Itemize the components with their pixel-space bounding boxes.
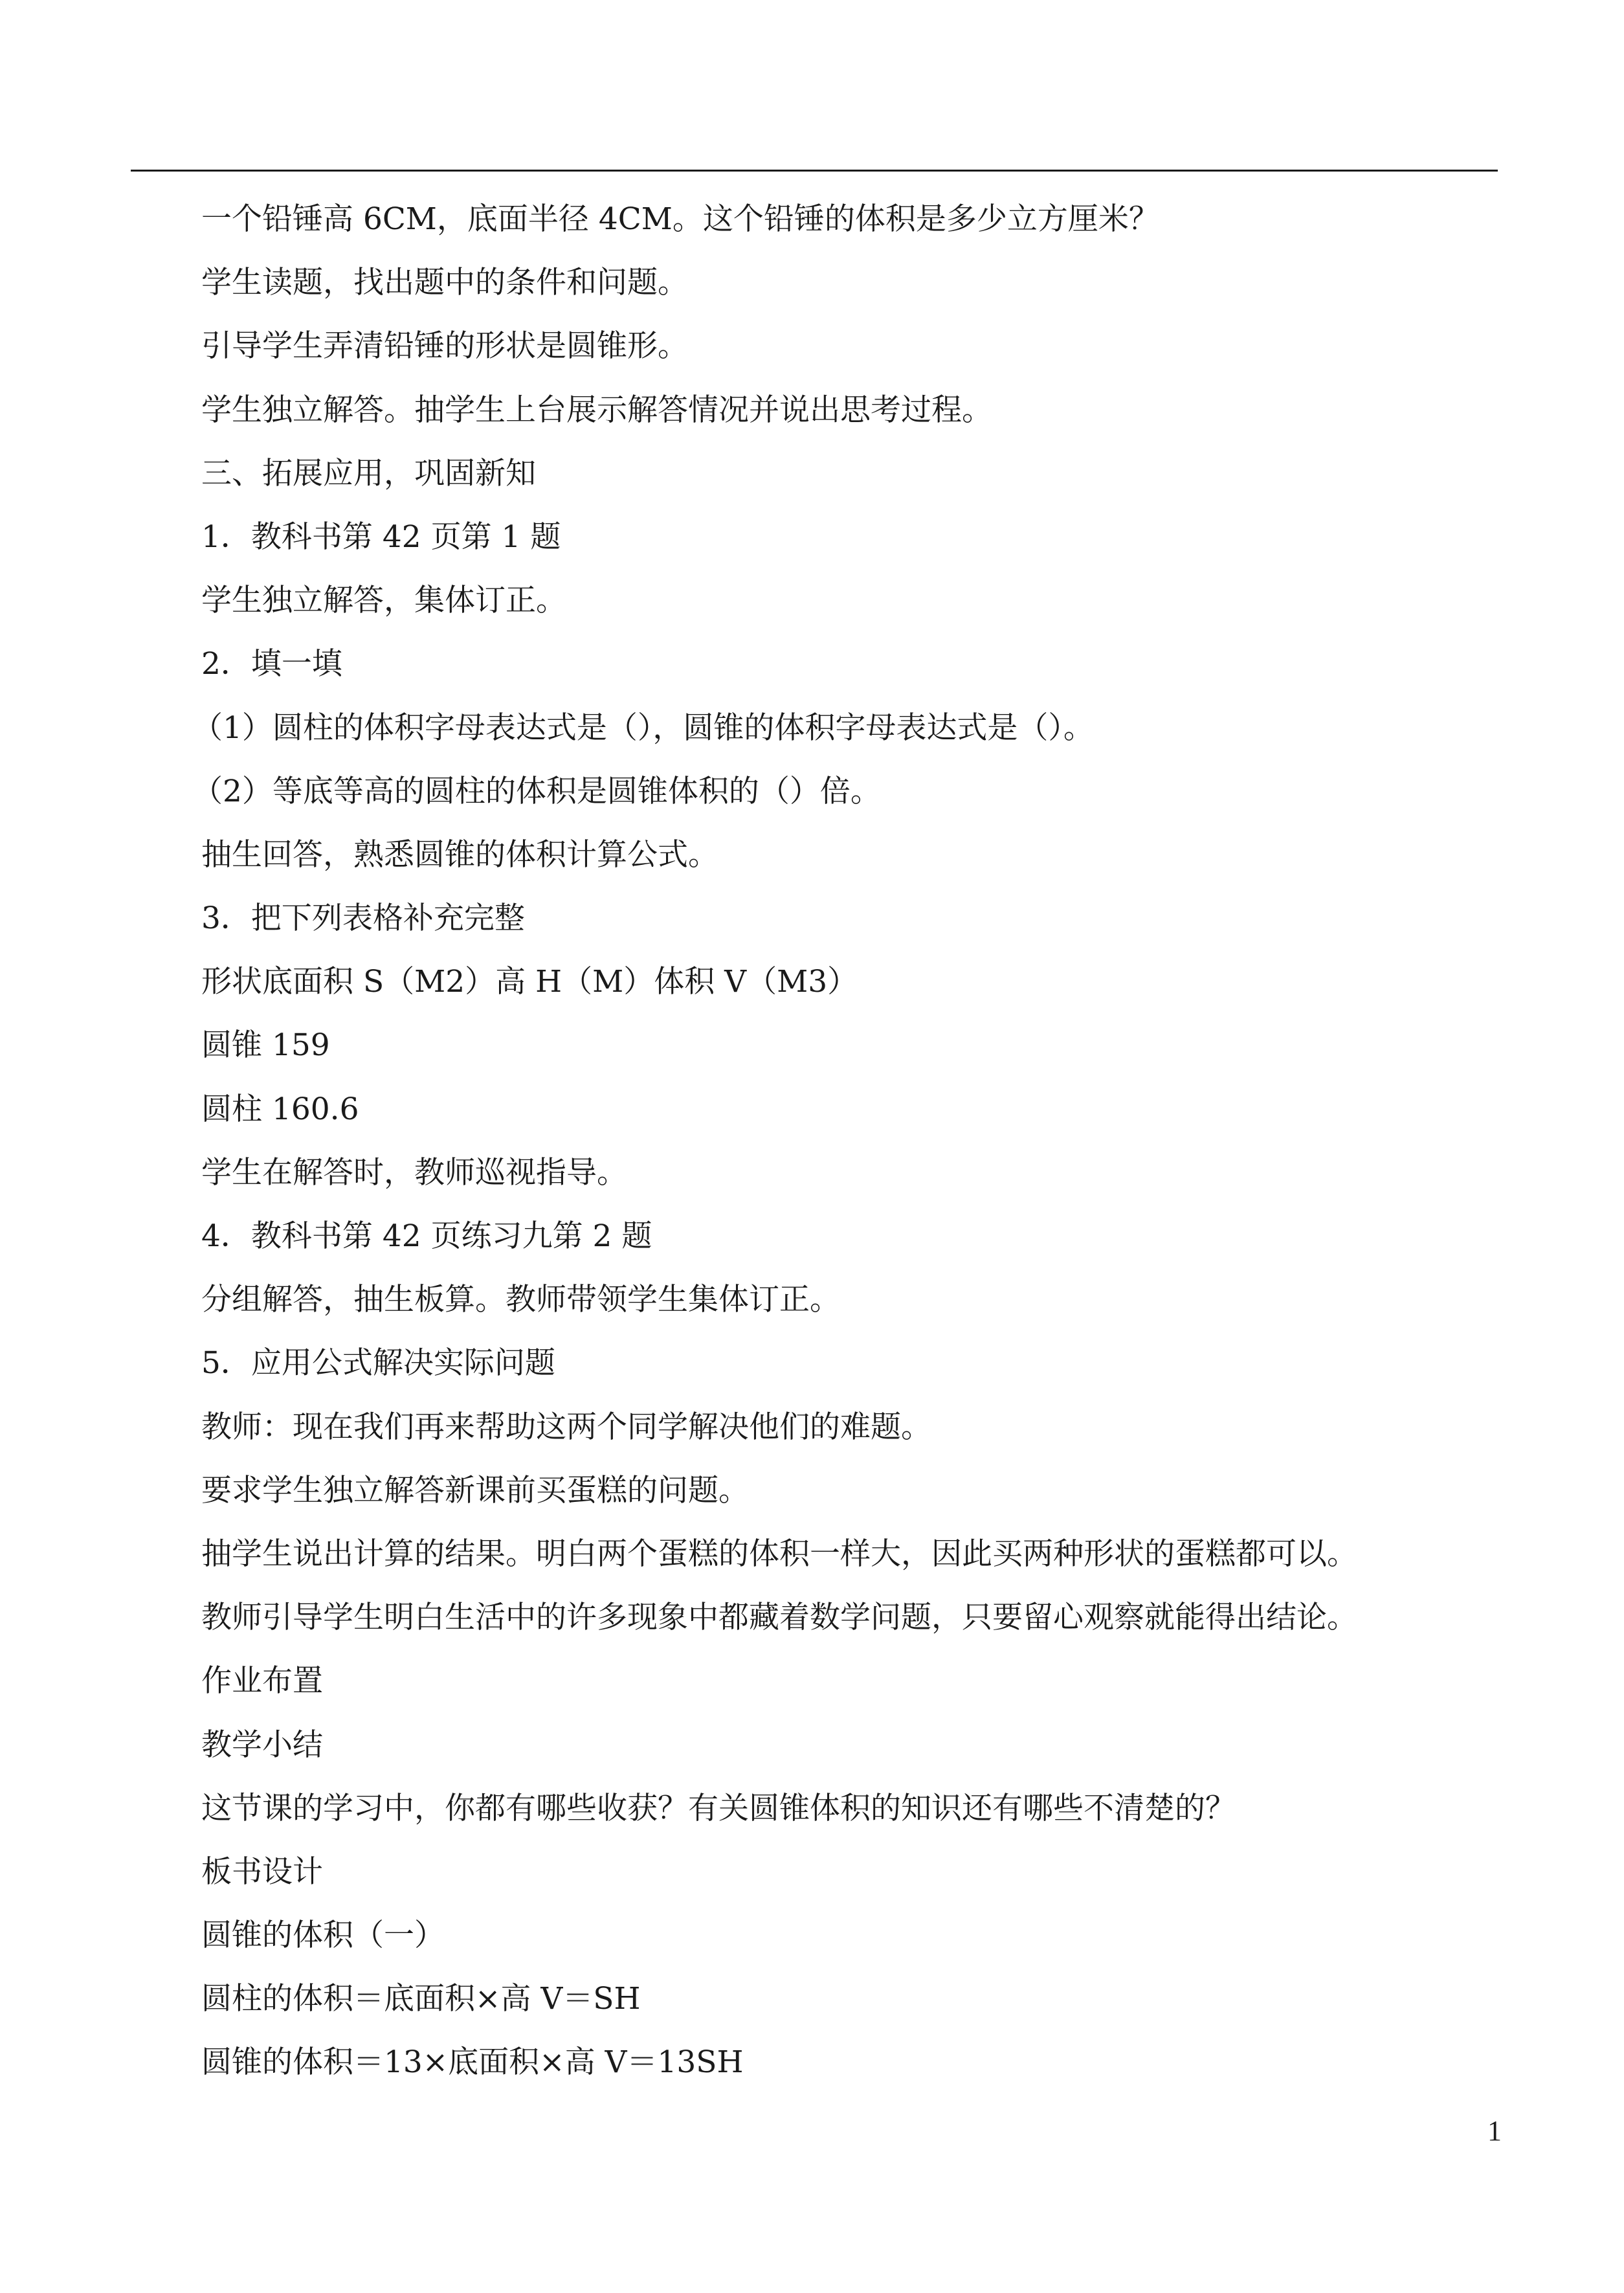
text-line: 抽学生说出计算的结果。明白两个蛋糕的体积一样大，因此买两种形状的蛋糕都可以。	[201, 1536, 1357, 1572]
text-line: 圆锥的体积（一）	[201, 1918, 445, 1954]
text-line: 一个铅锤高 6CM，底面半径 4CM。这个铅锤的体积是多少立方厘米？	[201, 201, 1159, 237]
text-line: 分组解答，抽生板算。教师带领学生集体订正。	[201, 1282, 840, 1318]
text-line: 1．教科书第 42 页第 1 题	[201, 519, 561, 555]
text-line: 形状底面积 S（M2）高 H（M）体积 V（M3）	[201, 964, 858, 1000]
text-line: （1）圆柱的体积字母表达式是（），圆锥的体积字母表达式是（）。	[192, 710, 1094, 746]
text-line: 引导学生弄清铅锤的形状是圆锥形。	[201, 328, 688, 364]
section-heading: 作业布置	[201, 1663, 323, 1699]
text-line: 4．教科书第 42 页练习九第 2 题	[201, 1218, 652, 1254]
text-line: 这节课的学习中，你都有哪些收获？有关圆锥体积的知识还有哪些不清楚的？	[201, 1790, 1236, 1826]
header-rule	[131, 170, 1498, 172]
text-line: 教师引导学生明白生活中的许多现象中都藏着数学问题，只要留心观察就能得出结论。	[201, 1600, 1357, 1636]
document-body	[192, 188, 1496, 2095]
text-line: 学生独立解答，集体订正。	[201, 583, 566, 619]
text-line: 圆柱 160.6	[201, 1091, 359, 1127]
text-line: 学生独立解答。抽学生上台展示解答情况并说出思考过程。	[201, 392, 992, 428]
text-line: 5．应用公式解决实际问题	[201, 1345, 555, 1381]
section-heading: 板书设计	[201, 1853, 323, 1890]
formula-line: 圆柱的体积＝底面积×高 V＝SH	[201, 1981, 641, 2017]
formula-line: 圆锥的体积＝13×底面积×高 V＝13SH	[201, 2044, 744, 2081]
text-line: 抽生回答，熟悉圆锥的体积计算公式。	[201, 836, 718, 873]
section-heading: 教学小结	[201, 1727, 323, 1763]
text-line: 教师：现在我们再来帮助这两个同学解决他们的难题。	[201, 1409, 931, 1445]
text-line: 要求学生独立解答新课前买蛋糕的问题。	[201, 1472, 749, 1508]
section-heading: 三、拓展应用，巩固新知	[201, 455, 536, 491]
text-line: 圆锥 159	[201, 1027, 330, 1064]
page-number: 1	[1487, 2115, 1502, 2147]
text-line: （2）等底等高的圆柱的体积是圆锥体积的（）倍。	[192, 773, 881, 809]
text-line: 3．把下列表格补充完整	[201, 900, 525, 937]
text-line: 学生读题，找出题中的条件和问题。	[201, 265, 688, 301]
text-line: 学生在解答时，教师巡视指导。	[201, 1154, 627, 1191]
text-line: 2．填一填	[201, 646, 342, 682]
